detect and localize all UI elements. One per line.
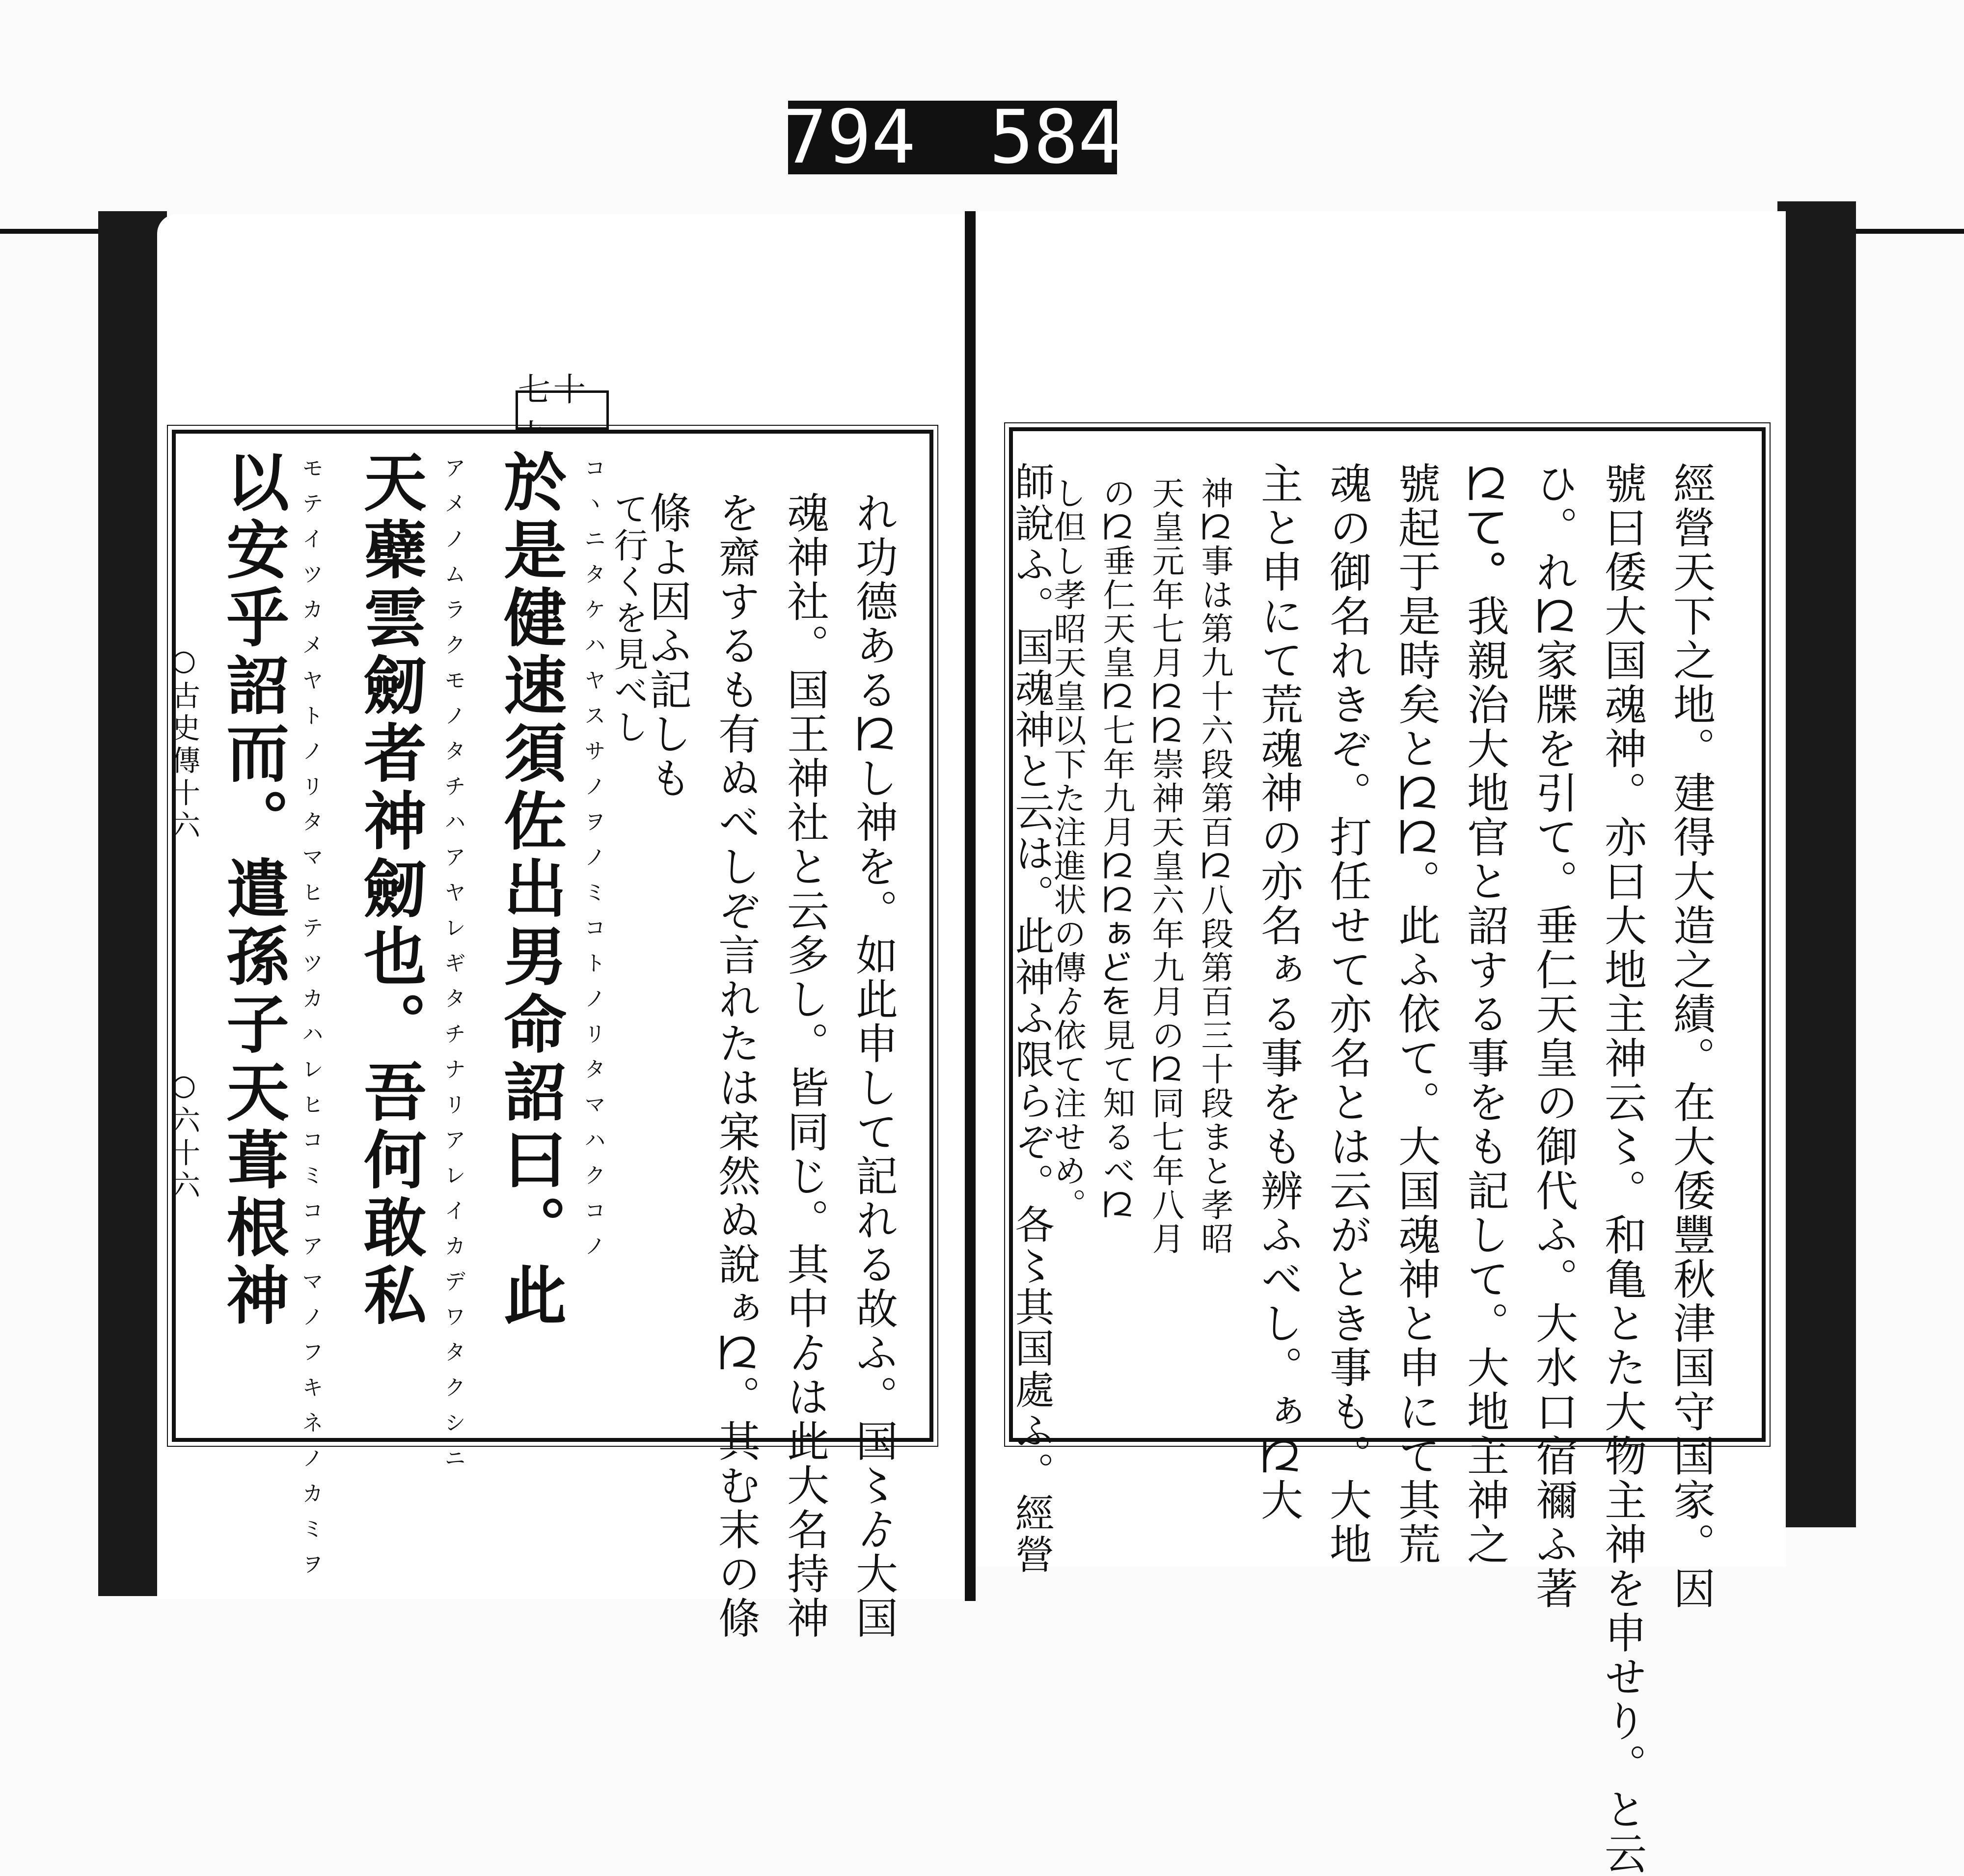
left-ruby-col-2: アメノムラクモノタチハアヤレギタチナリアレイカデワタクシニ [440,457,465,1482]
plate-number-left: 794 [783,95,916,180]
page-number: 七十 [516,390,609,430]
right-text-col-3: ひ。れ𛀁家牒を引て。垂仁天皇の御代ふ。大水口宿禰ふ著 [1528,462,1578,1611]
left-text-col-4: 魂神社。国王神社と云多し。皆同じ。其中ゟは此大名持神 [780,491,829,1640]
right-text-col-2: 號曰倭大国魂神。亦曰大地主神云〻。和亀とた大物主神を申せり。と云 [1597,462,1646,1876]
left-text-col-1: て行くを見べし [608,491,649,745]
right-text-col-4: 𛀁て。我親治大地官と詔する事をも記して。大地主神之 [1460,462,1509,1567]
right-text-col-7: 主と申にて荒魂神の亦名ぁる事をも辨ふべし。ぁ𛀁大 [1254,462,1303,1522]
right-text-col-1: 經營天下之地。建得大造之績。在大倭豐秋津国守国家。因 [1666,462,1715,1611]
margin-book-title: ○古史傳十六 [167,643,200,843]
left-main-col-2: 天蘗雲劒者神劒也。吾何敢私 [353,449,427,1330]
left-text-col-5: れ功德ある𛀁し神を。如此申して記れる故ふ。国〻ゟ大国 [848,491,898,1640]
right-text-col-last: 師說ふ。国魂神と云は。此神ふ限らぞ。各〻其国處ふ。經營 [1009,462,1054,1575]
plate-number-right: 584 [989,95,1122,180]
left-text-col-2: 條よ因ふ記しも [642,491,691,800]
left-ruby-col-1: モテイツカメヤトノリタマヒテツカハレヒコミコアマノフキネノカミヲ [298,457,323,1588]
left-main-col-1: 以安乎詔而。遣孫子天葺根神 [216,449,289,1330]
margin-folio: ○六十六 [167,1068,200,1203]
right-text-col-5: 號起于是時矣と𛀁𛀁。此ふ依て。大国魂神と申にて其荒 [1391,462,1440,1567]
left-binding-edge [98,211,167,1596]
right-note-col-4: し但し孝昭天皇以下た注進状の傳ゟ依て注せめ。 [1048,476,1086,1222]
center-gutter [965,211,976,1601]
right-note-col-1: 神𛀁事は第九十六段第百𛀁八段第百三十段まと孝昭 [1196,476,1233,1256]
right-binding-edge [1777,201,1856,1527]
right-note-col-2: 天皇元年七月𛀁𛀁崇神天皇六年九月の𛀁同七年八月 [1146,476,1184,1256]
right-text-col-6: 魂の御名れきぞ。打任せて亦名とは云がとき事も。大地 [1322,462,1371,1567]
scan-number-plate [783,95,1122,180]
left-text-col-3: を齋するも有ぬべしぞ言れたは宲然ぬ說ぁ𛀁。其む末の條 [711,491,760,1640]
left-main-col-3: 於是健速須佐出男命詔曰。此 [493,449,567,1330]
left-ruby-col-3: コヽニタケハヤスサノヲノミコトノリタマハクコノ [580,457,605,1270]
right-note-col-3: の𛀁垂仁天皇𛀁七年九月𛀁𛀁ぁどを見て知るべ𛀁 [1097,476,1135,1222]
